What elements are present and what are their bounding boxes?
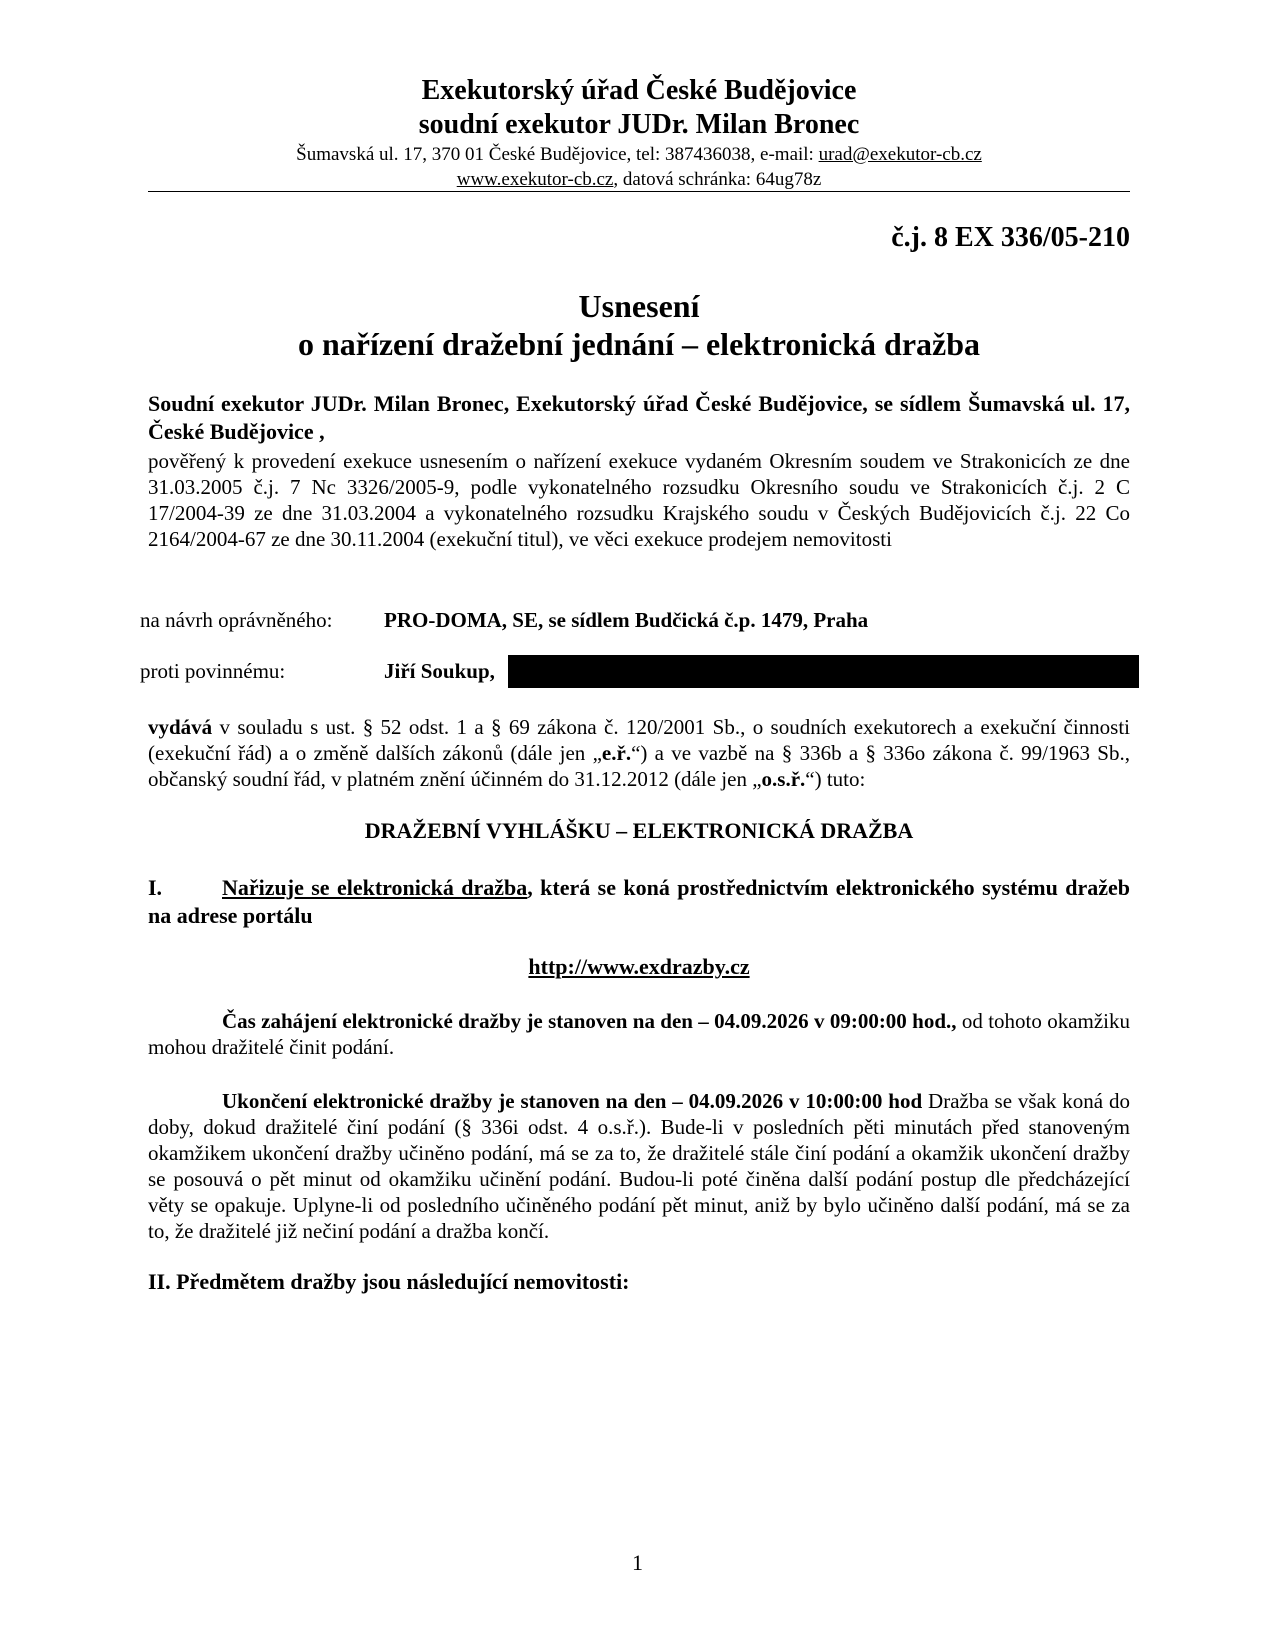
start-bold: Čas zahájení elektronické dražby je stanoven na den – 04.09.2026 v 09:00:00 hod., [222,1009,957,1033]
section-2-heading: II. Předmětem dražby jsou následující nemovitosti: [148,1269,630,1294]
section-1 [148,874,1130,930]
section-1-underlined: Nařizuje se elektronická dražba [222,875,528,900]
web-line [148,167,1130,192]
start-paragraph [148,1008,1130,1060]
redaction-bar [508,655,1139,688]
creditor-value: PRO-DOMA, SE, se sídlem Budčická č.p. 1479, Praha [384,608,869,632]
end-paragraph [148,1088,1130,1244]
decree-heading: DRAŽEBNÍ VYHLÁŠKU – ELEKTRONICKÁ DRAŽBA [364,818,914,843]
debtor-value: Jiří Soukup, [384,659,495,683]
abbr-osr: o.s.ř. [761,767,806,791]
header-divider [148,191,1130,192]
intro-paragraph [148,390,1130,552]
end-bold: Ukončení elektronické dražby je stanoven na den – 04.09.2026 v 10:00:00 hod [222,1089,923,1113]
issues-text-2: “) a ve vazbě na § 336b a § 336o zákona č. 99/1963 Sb., občanský soudní řád, v platném znění účinném do 31.12.2012 (dále jen „ [148,741,1130,791]
debtor-label: proti povinnému: [140,659,286,683]
page-number: 1 [632,1550,643,1575]
auction-portal-link[interactable]: http://www.exdrazby.cz [528,954,750,979]
website-link[interactable]: www.exekutor-cb.cz [456,169,614,190]
issues-verb: vydává [148,715,213,739]
address-text: Šumavská ul. 17, 370 01 České Budějovice, tel: 387436038, e-mail: [296,144,819,165]
executor-name: soudní exekutor JUDr. Milan Bronec [418,109,860,140]
section-1-text: , která se koná prostřednictvím elektronického systému dražeb na adrese portálu [148,875,1130,928]
office-name: Exekutorský úřad České Budějovice [421,75,857,106]
contact-line [148,142,1130,167]
document-subtitle: o nařízení dražební jednání – elektronická dražba [297,326,981,362]
email-link[interactable]: urad@exekutor-cb.cz [818,144,982,165]
databox-text: , datová schránka: 64ug78z [613,169,822,190]
start-text: od tohoto okamžiku mohou dražitelé činit podání. [148,1009,1131,1059]
authorization-text: pověřený k provedení exekuce usnesením o nařízení exekuce vydaném Okresním soudem ve Strakonicích ze dne 31.03.2005 č.j. 7 Nc 3326/2005-9, podle vykonatelného rozsudku Okresního soudu ve Strakonicích č.j. 2 C 17/2004-39 ze dne 31.03.2004 a vykonatelného rozsudku Krajského soudu v Českých Budějovicích č.j. 22 Co 2164/2004-67 ze dne 30.11.2004 (exekuční titul), ve věci exekuce prodejem nemovitosti [148,449,1130,551]
section-1-number: I. [148,875,163,900]
executor-statement: Soudní exekutor JUDr. Milan Bronec, Exekutorský úřad České Budějovice, se sídlem Šumavská ul. 17, České Budějovice , [148,391,1130,444]
issues-paragraph [148,714,1130,792]
issues-text-1: v souladu s ust. § 52 odst. 1 a § 69 zákona č. 120/2001 Sb., o soudních exekutorech a exekuční činnosti (exekuční řád) a o změně dalších zákonů (dále jen „ [148,715,1130,765]
case-number: č.j. 8 EX 336/05-210 [891,222,1130,253]
abbr-er: e.ř. [601,741,632,765]
issues-text-3: “) tuto: [805,767,866,791]
letterhead [148,74,1130,192]
creditor-label: na návrh oprávněného: [140,608,333,632]
document-title: Usnesení [578,288,700,324]
end-text: Dražba se však koná do doby, dokud dražitelé činí podání (§ 336i odst. 4 o.s.ř.). Bude-li v posledních pěti minutách před stanoveným okamžikem ukončení dražby učiněno podání, má se za to, že dražitelé stále činí podání a okamžik ukončení dražby se posouvá o pět minut od okamžiku učinění podání. Budou-li poté činěna další podání postup dle předcházející věty se opakuje. Uplyne-li od posledního učiněného podání pět minut, aniž by bylo učiněno další podání, má se za to, že dražitelé již nečiní podání a dražba končí. [148,1089,1130,1243]
